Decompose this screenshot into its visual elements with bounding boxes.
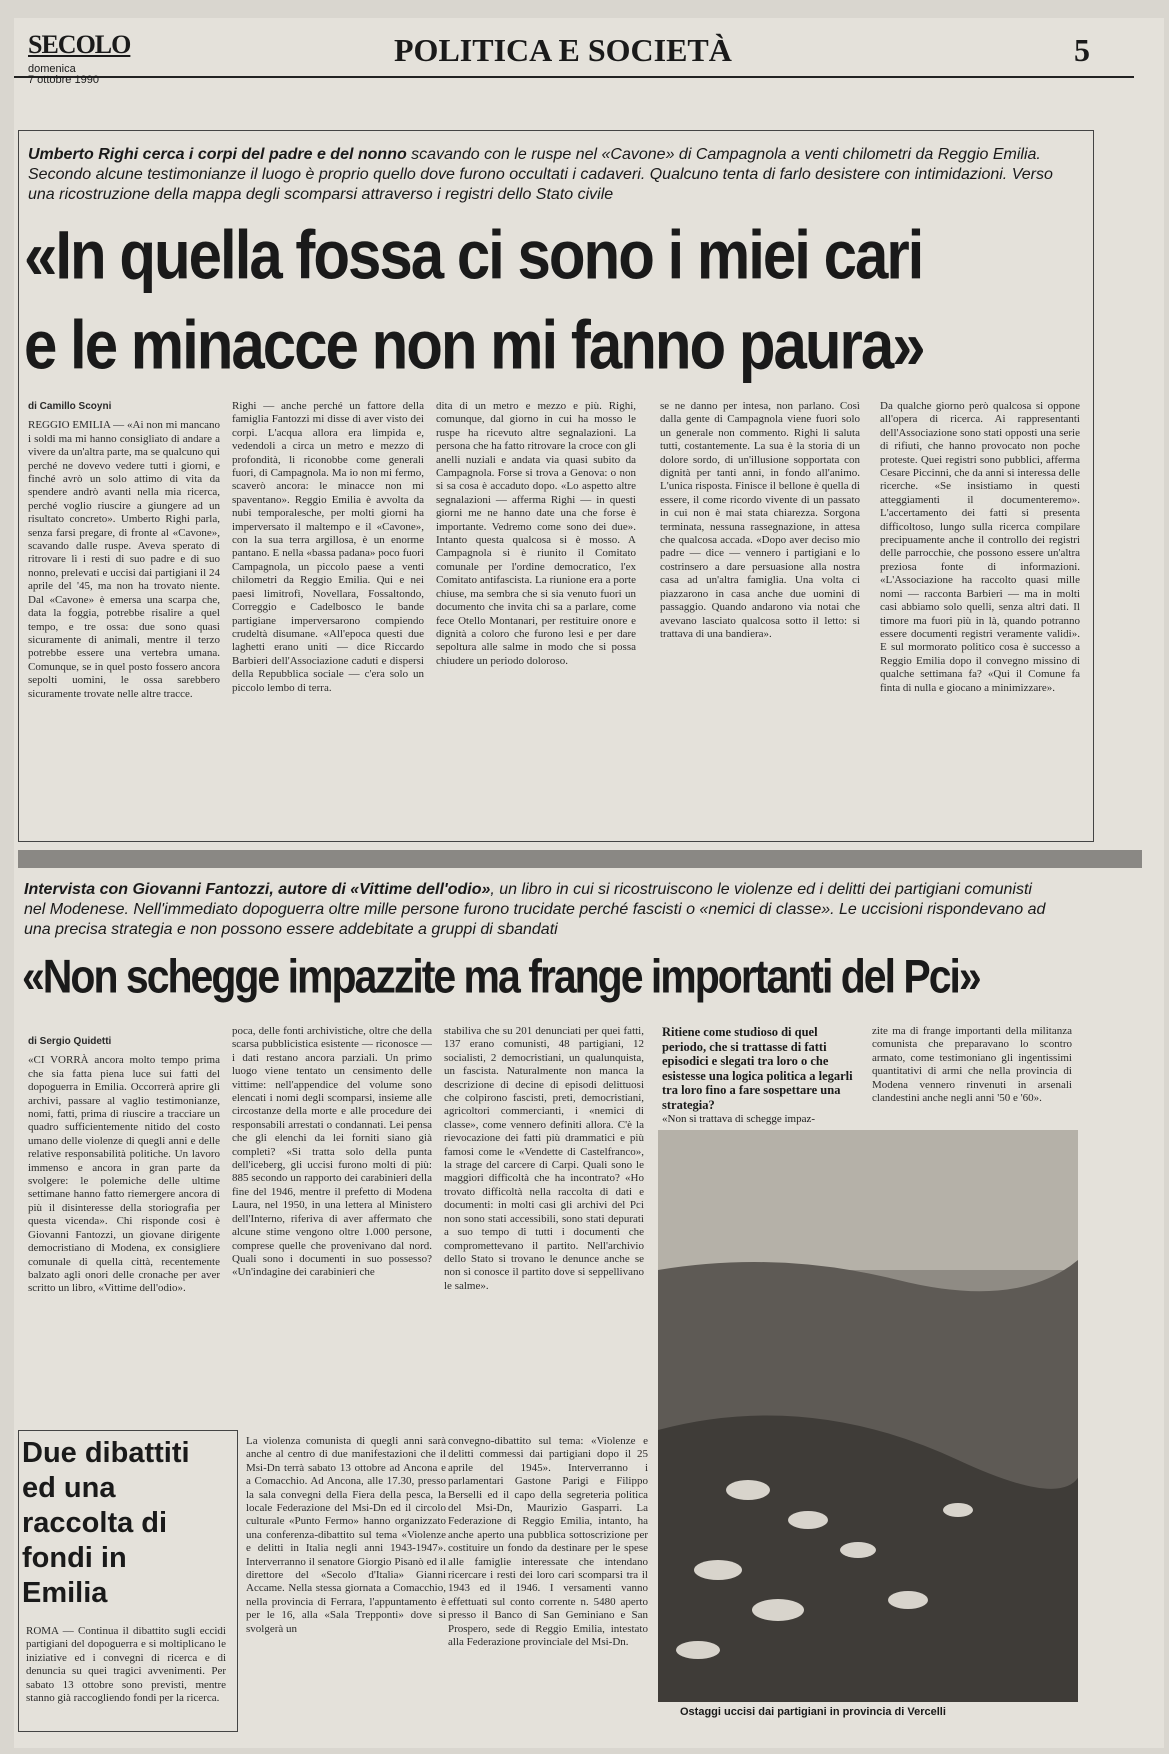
article-2-headline: «Non schegge impazzite ma frange importanti del Pci»: [22, 950, 980, 1003]
article-1-kicker: Umberto Righi cerca i corpi del padre e del nonno scavando con le ruspe nel «Cavone» di Campagnola a venti chilometri da Reggio Emilia. Secondo alcune testimonianze il luogo è proprio quello dove furono occultati i cadaveri. Qualcuno tenta di farlo desistere con intimidazioni. Verso una ricostruzione della mappa degli scomparsi attraverso i registri dello Stato civile: [28, 146, 1053, 203]
article-1-col-2: Righi — anche perché un fattore della famiglia Fantozzi mi disse di aver visto dei corpi. L'acqua allora era limpida e, vedendoli a circa un metro e mezzo di profondità, li riconobbe come generali fuori, di Campagnola. Ma io non mi fermo, scaverò ancora: le minacce non mi spaventano». Reggio Emilia è avvolta da nubi temporalesche, per molti giorni ha imperversato il maltempo e il «Cavone», con la sua terra argillosa, è un enorme pantano. E nella «bassa padana» poco fuori Campagnola, un piccolo paese a venti chilometri da Reggio Emilia. Qui e nei paesi limitrofi, Novellara, Fossaltondo, Correggio e Cadelbosco le bande partigiane imperversarono compiendo crudeltà disumane. «All'epoca questi due laghetti erano uniti — dice Riccardo Barbieri dell'Associazione caduti e dispersi della Repubblica sociale — c'era solo un piccolo lembo di terra.: [232, 400, 424, 694]
article-2-photo: [658, 1130, 1078, 1702]
newspaper-logo: SECOLO: [28, 30, 131, 59]
issue-date: domenica 7 ottobre 1990: [28, 63, 99, 86]
article-3-headline: Due dibattiti ed una raccolta di fondi in Emilia: [22, 1437, 190, 1609]
article-2-kicker: Intervista con Giovanni Fantozzi, autore di «Vittime dell'odio», un libro in cui si ricostruiscono le violenze ed i delitti dei partigiani comunisti nel Modenese. Nell'immediato dopoguerra oltre mille persone furono trucidate perché fascisti o «nemici di classe». Le uccisioni rispondevano ad una precisa strategia e non possono essere addebitate a gruppi di sbandati: [24, 881, 1046, 938]
article-2-col-4b: zite ma di frange importanti della militanza comunista che preparavano lo scontro armato, come testimoniano gli ingentissimi quantitativi di armi che nella provincia di Modena vennero rinvenuti in arsenali clandestini anche negli anni '50 e '60».: [872, 1025, 1072, 1105]
hostages-photo-image: [658, 1130, 1078, 1702]
photo-caption: Ostaggi uccisi dai partigiani in provincia di Vercelli: [680, 1706, 946, 1718]
article-1-col-1: di Camillo Scoyni REGGIO EMILIA — «Ai non mi mancano i soldi ma mi hanno consigliato di andare a vivere da un'altra parte, ma se qualcuno qui perché ne dovevo vedere tutti i giorni, e finché avrò un solo attimo di vita da spendere andrò avanti nella mia ricerca, perché voglio riuscire a giungere ad un risultato concreto». Umberto Righi parla, senza farsi pregare, di fronte al «Cavone», scavando dalle ruspe. Aveva sperato di ritrovare lì i resti di suo padre e di suo nonno, prelevati e uccisi dai partigiani il 24 aprile del '45, ma non ha trovato niente. Dal «Cavone» è emersa una scarpa che, data la foggia, potrebbe risalire a quel tempo, e tre ossa: due sono quasi sicuramente di animali, mentre il terzo potrebbe essere una vertebra umana. Comunque, se in quel posto fossero ancora sepolti uomini, le ossa sarebbero sicuramente trovate nelle altre tracce.: [28, 401, 220, 700]
article-3-col-2: La violenza comunista di quegli anni sarà anche al centro di due manifestazioni che il Msi-Dn terrà sabato 13 ottobre ad Ancona e a Comacchio. Ad Ancona, alle 17.30, presso la sala convegni della Fiera della pesca, la locale Federazione del Msi-Dn ed il circolo culturale «Punto Fermo» hanno organizzato una conferenza-dibattito sul tema «Violenze e delitti in Italia negli anni 1943-1947». Interverranno il senatore Giorgio Pisanò ed il direttore del «Secolo d'Italia» Gianni Accame. Nella stessa giornata a Comacchio, nella provincia di Ferrara, l'appuntamento è per le 16, alla «Sala Trepponti» dove si svolgerà un: [246, 1435, 446, 1635]
article-3-col-3: convegno-dibattito sul tema: «Violenze e delitti commessi dai partigiani dopo il 25 aprile del 1945». Interverranno i parlamentari Gastone Parigi e Filippo Berselli ed il capo della segreteria politica del Msi-Dn, Maurizio Gasparri. La Federazione di Reggio Emilia, intanto, ha anche aperto una pubblica sottoscrizione per costituire un fondo da destinare per le spese alle famiglie interessate che intendano ricercare i resti dei loro cari scomparsi tra il 1943 ed il 1946. I versamenti vanno effettuati sul conto corrente n. 5480 aperto presso il Banco di San Geminiano e San Prospero, sede di Reggio Emilia, intestato alla Federazione provinciale del Msi-Dn.: [448, 1435, 648, 1649]
section-divider-band: [18, 850, 1142, 868]
article-1-col-4: se ne danno per intesa, non parlano. Così dalla gente di Campagnola viene fuori solo un generale non commento. Righi li saluta tutti, costantemente. La sua è la storia di un dolore sordo, di un'illusione sopportata con dignità per tanti anni, in fondo all'animo. L'unica risposta. Finisce il bellone è quella di essere, il come ricordo vivente di un passato in cui non è mai stata chiarezza. Sorgona terminata, nessuna rassegnazione, in attesa che qualcosa accada. «Dopo aver deciso mio padre — dice — vennero i partigiani e lo costrinsero a dare persuasione alla nostra casa ad un'altra famiglia. Una volta ci piazzarono in casa anche due uomini di passaggio. Quando andarono via notai che avevano lasciato qualcosa sotto il letto: si trattava di una bandiera».: [660, 400, 860, 640]
article-2-col-1: di Sergio Quidetti «CI VORRÀ ancora molto tempo prima che sia fatta piena luce sui fatti del dopoguerra in Emilia. Occorrerà aprire gli archivi, passare al vaglio testimonianze, nomi, fatti, prima di riuscire a tracciare un quadro sufficientemente nitido del costo umano delle violenze di quegli anni e delle relative responsabilità politiche. Un lavoro immenso e ancora in gran parte da svolgere: le polemiche delle ultime settimane hanno fatto riemergere ancora di più il disinteresse della storiografia per questa vicenda». Chi risponde così è Giovanni Fantozzi, un giovane dirigente democristiano di Modena, ex consigliere comunale di quella città, recentemente balzato agli onori delle cronache per aver scritto un libro, «Vittime dell'odio».: [28, 1036, 220, 1295]
article-2-question-box: Ritiene come studioso di quel periodo, che si trattasse di fatti episodici e slegati tra loro o che esistesse una logica politica a legarli tra loro fino a fare sospettare una strategia? «Non si trattava di schegge impaz-: [662, 1025, 853, 1125]
article-1-headline-line2: e le minacce non mi fanno paura»: [24, 306, 924, 384]
article-1-col-5: Da qualche giorno però qualcosa si oppone all'opera di ricerca. Ai rappresentanti dell'Associazione sono stati opposti una serie di rifiuti, che hanno provocato non poche proteste. Quei registri sono pubblici, afferma Cesare Piccinni, che da anni si interessa delle ricerche. «Se insistiamo in questi atteggiamenti il documenteremo». L'accertamento dei fatti si presenta difficoltoso, lungo sulla ricerca compilare precipuamente anche il controllo dei registri delle parrocchie, che possono essere un'altra preziosa fonte di informazioni. «L'Associazione ha raccolto quasi mille nomi — racconta Barbieri — ma in molti casi abbiamo solo quelli, senza altri dati. Il timore ma fuori più in là, quando potranno essere documenti registri veramente validi». E sul mormorato politico cosa è successo a Reggio Emilia dopo il convegno missino di qualche settimana fa? «Qui il Comune fa finta di nulla e giocano a minimizzare».: [880, 400, 1080, 694]
section-title: POLITICA E SOCIETÀ: [394, 32, 732, 68]
article-3-col-1: ROMA — Continua il dibattito sugli eccidi partigiani del dopoguerra e si moltiplicano le iniziative ed i convegni di ricerca e di denuncia su quei tragici avvenimenti. Per sabato 13 ottobre sono previsti, mentre stanno già raccogliendo fondi per la ricerca.: [26, 1625, 226, 1705]
article-1-headline-line1: «In quella fossa ci sono i miei cari: [24, 216, 923, 294]
article-2-col-3: stabiliva che su 201 denunciati per quei fatti, 137 erano comunisti, 48 partigiani, 12 socialisti, 2 democristiani, un qualunquista, un fascista. Naturalmente non manca la descrizione di decine di episodi delittuosi che colpirono fascisti, preti, democristiani, agricoltori commercianti, i «nemici di classe», come vennero definiti allora. C'è la rievocazione dei fatti più drammatici e più famosi come le «Vendette di Castelfranco», la strage del carcere di Carpi. Quali sono le maggiori difficoltà che ha incontrato? «Ho trovato difficoltà nella raccolta di dati e documenti: in molti casi gli archivi del Pci non sono stati accessibili, sono stati depurati a suo tempo di tutti i documenti che compromettevano il partito. Nell'archivio dello Stato si trovano le denunce anche se non si conosce il partito dove si seppellivano le salme».: [444, 1025, 644, 1292]
article-1-col-3: dita di un metro e mezzo e più. Righi, comunque, dal giorno in cui ha mosso le ruspe ha ricevuto altre segnalazioni. La persona che ha fatto ritrovare la croce con gli anelli nuziali e andata via quasi subito da Campagnola. Forse si trova a Genova: o non si sa cosa è accaduto dopo. «Lo aspetto altre segnalazioni — afferma Righi — in questi giorni me ne hanno date una che forse è importante. Vedremo come sono dei due». Intanto questa qualcosa si è mosso. A Campagnola si è riunito il Comitato comunale per l'ordine democratico, l'ex Comitato antifascista. La riunione era a porte chiuse, ma sembra che si sia venuto fuori un documento che invita chi sa a parlare, come fece Otello Montanari, per restituire onore e dignità a coloro che furono lesi e per dare sepoltura alle salme in modo che si possa chiudere un periodo doloroso.: [436, 400, 636, 667]
masthead: [14, 14, 1134, 86]
article-2-col-2: poca, delle fonti archivistiche, oltre che della scarsa pubblicistica esistente — riconosce — i dati restano ancora parziali. Un primo luogo viene tentato un censimento delle vittime: nell'appendice del volume sono elencati i nomi degli scomparsi, insieme alle circostanze della morte e alle procedure dei responsabili arrestati o condannati. Lei pensa che gli elenchi da lei forniti siano già completi? «Si tratta solo della punta dell'iceberg, gli uccisi furono molti di più: 885 secondo un rapporto dei carabinieri della fine del 1946, mentre il prefetto di Modena Laura, nel 1950, in una lettera al Ministero dell'Interno, riferiva di aver affermato che alcune stime vengono oltre 1.000 persone, comprese quelle che provenivano dal nord. Quali sono i documenti in suo possesso? «Un'indagine dei carabinieri che: [232, 1025, 432, 1279]
page-number: 5: [1074, 32, 1090, 68]
